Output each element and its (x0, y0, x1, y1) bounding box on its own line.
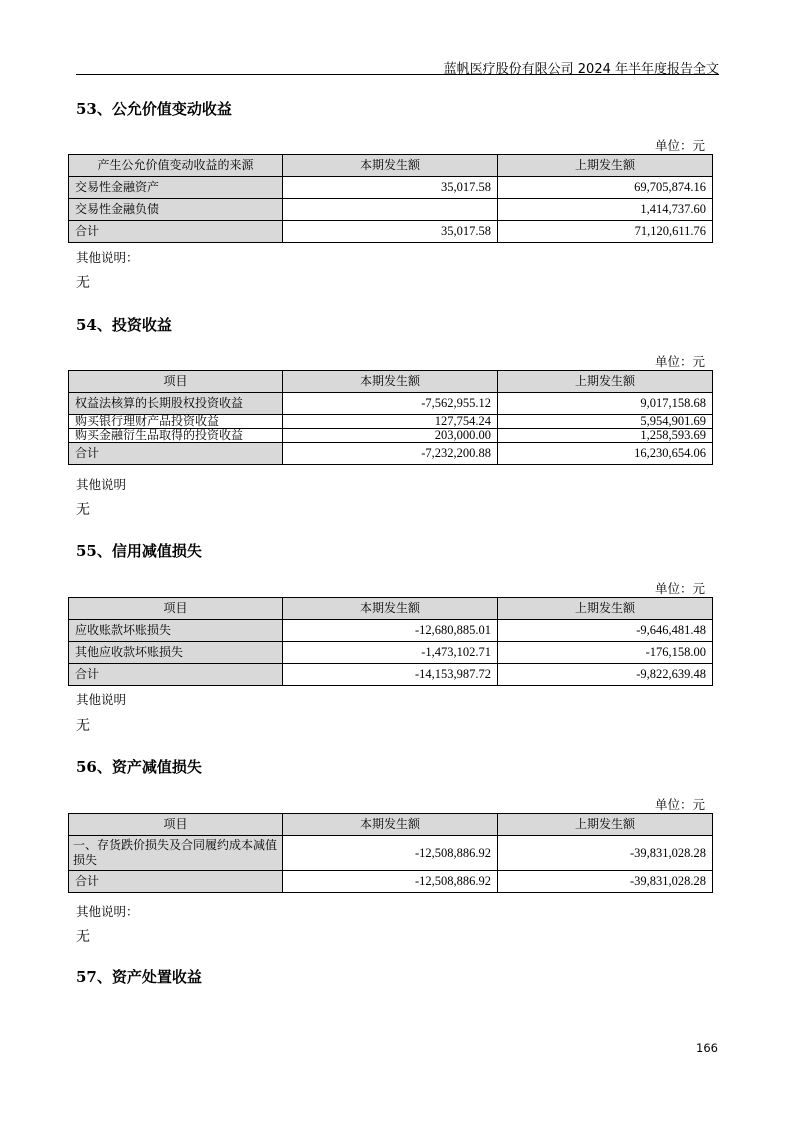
current-amount: -7,232,200.88 (283, 443, 498, 465)
table-row (69, 415, 713, 429)
row-label: 权益法核算的长期股权投资收益 (69, 393, 283, 415)
current-amount: -12,508,886.92 (283, 836, 498, 871)
section-title-54: 54、投资收益 (76, 316, 172, 334)
table-total-row (69, 221, 713, 243)
other-notes-label-56: 其他说明： (76, 904, 139, 919)
section-title-56: 56、资产减值损失 (76, 758, 202, 776)
table-row (69, 642, 713, 664)
asset-impairment-table (68, 813, 713, 893)
row-label: 应收账款坏账损失 (69, 620, 283, 642)
column-header-prior: 上期发生额 (498, 155, 713, 177)
column-header-item: 项目 (69, 814, 283, 836)
other-notes-value-56: 无 (76, 929, 90, 945)
table-header-row (69, 371, 713, 393)
table-header-row (69, 814, 713, 836)
column-header-source: 产生公允价值变动收益的来源 (69, 155, 283, 177)
prior-amount: 69,705,874.16 (498, 177, 713, 199)
current-amount: -12,508,886.92 (283, 871, 498, 893)
prior-amount: -39,831,028.28 (498, 836, 713, 871)
section-title-55: 55、信用减值损失 (76, 542, 202, 560)
prior-amount: 5,954,901.69 (498, 415, 713, 429)
current-amount: 127,754.24 (283, 415, 498, 429)
unit-label-53: 单位：元 (654, 138, 705, 153)
other-notes-label-53: 其他说明： (76, 250, 139, 265)
current-amount (283, 199, 498, 221)
current-amount: -12,680,885.01 (283, 620, 498, 642)
row-label: 合计 (69, 221, 283, 243)
report-header-title: 蓝帆医疗股份有限公司 2024 年半年度报告全文 (443, 62, 719, 77)
prior-amount: -176,158.00 (498, 642, 713, 664)
row-label: 合计 (69, 443, 283, 465)
table-header-row (69, 155, 713, 177)
current-amount: -7,562,955.12 (283, 393, 498, 415)
table-row (69, 620, 713, 642)
other-notes-label-55: 其他说明 (76, 692, 127, 707)
current-amount: 203,000.00 (283, 429, 498, 443)
table-total-row (69, 443, 713, 465)
row-label: 一、存货跌价损失及合同履约成本减值损失 (69, 836, 283, 871)
current-amount: 35,017.58 (283, 177, 498, 199)
table-total-row (69, 664, 713, 686)
investment-income-table (68, 370, 713, 465)
column-header-item: 项目 (69, 598, 283, 620)
column-header-prior: 上期发生额 (498, 371, 713, 393)
column-header-item: 项目 (69, 371, 283, 393)
column-header-prior: 上期发生额 (498, 598, 713, 620)
row-label: 其他应收款坏账损失 (69, 642, 283, 664)
table-row (69, 836, 713, 871)
row-label: 交易性金融资产 (69, 177, 283, 199)
other-notes-label-54: 其他说明 (76, 477, 127, 492)
other-notes-value-53: 无 (76, 275, 90, 291)
table-row (69, 429, 713, 443)
table-row (69, 177, 713, 199)
prior-amount: 1,414,737.60 (498, 199, 713, 221)
credit-impairment-table (68, 597, 713, 686)
row-label: 交易性金融负债 (69, 199, 283, 221)
other-notes-value-55: 无 (76, 718, 90, 734)
fair-value-change-table (68, 154, 713, 243)
row-label: 购买金融衍生品取得的投资收益 (69, 429, 283, 443)
column-header-prior: 上期发生额 (498, 814, 713, 836)
prior-amount: 9,017,158.68 (498, 393, 713, 415)
section-title-53: 53、公允价值变动收益 (76, 100, 232, 118)
section-title-57: 57、资产处置收益 (76, 968, 202, 986)
table-header-row (69, 598, 713, 620)
column-header-current: 本期发生额 (283, 371, 498, 393)
column-header-current: 本期发生额 (283, 155, 498, 177)
prior-amount: 1,258,593.69 (498, 429, 713, 443)
row-label: 购买银行理财产品投资收益 (69, 415, 283, 429)
page-number: 166 (696, 1041, 718, 1055)
row-label: 合计 (69, 664, 283, 686)
column-header-current: 本期发生额 (283, 598, 498, 620)
prior-amount: 16,230,654.06 (498, 443, 713, 465)
other-notes-value-54: 无 (76, 502, 90, 518)
prior-amount: 71,120,611.76 (498, 221, 713, 243)
table-row (69, 199, 713, 221)
unit-label-56: 单位：元 (654, 797, 705, 812)
table-row (69, 393, 713, 415)
column-header-current: 本期发生额 (283, 814, 498, 836)
unit-label-55: 单位：元 (654, 581, 705, 596)
prior-amount: -9,822,639.48 (498, 664, 713, 686)
row-label: 合计 (69, 871, 283, 893)
current-amount: -1,473,102.71 (283, 642, 498, 664)
unit-label-54: 单位：元 (654, 354, 705, 369)
prior-amount: -9,646,481.48 (498, 620, 713, 642)
header-divider (76, 74, 719, 75)
current-amount: 35,017.58 (283, 221, 498, 243)
current-amount: -14,153,987.72 (283, 664, 498, 686)
prior-amount: -39,831,028.28 (498, 871, 713, 893)
table-total-row (69, 871, 713, 893)
